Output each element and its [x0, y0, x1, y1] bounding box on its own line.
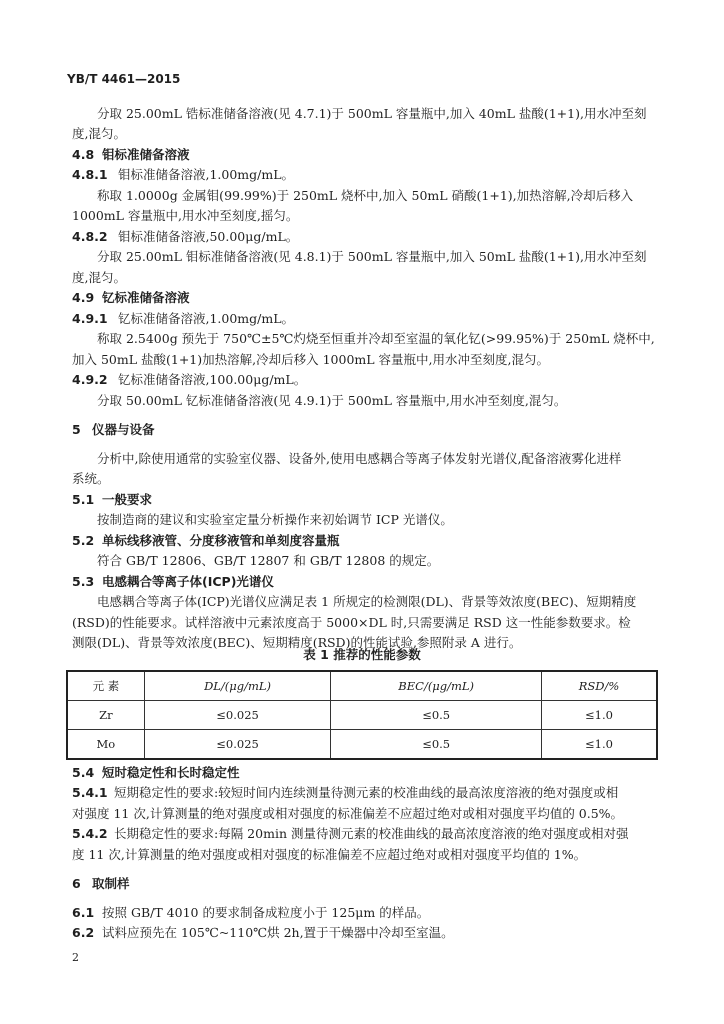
- performance-table: [66, 670, 658, 760]
- subsection: 4.9.1 钇标准储备溶液,1.00mg/mL。: [72, 311, 295, 326]
- para: 分取 25.00mL 锆标准储备溶液(见 4.7.1)于 500mL 容量瓶中,加入 40mL 盐酸(1+1),用水冲至刻: [97, 106, 647, 121]
- para: 系统。: [72, 471, 110, 486]
- table-header-row: [67, 671, 657, 701]
- table-cell: ≤0.5: [331, 730, 542, 760]
- chapter-heading: 6 取制样: [72, 876, 130, 891]
- table-caption: 表 1 推荐的性能参数: [303, 647, 421, 662]
- para: 符合 GB/T 12806、GB/T 12807 和 GB/T 12808 的规定。: [97, 553, 440, 568]
- table-row: [67, 730, 657, 760]
- para: 称取 2.5400g 预先于 750℃±5℃灼烧至恒重并冷却至室温的氧化钇(>99.95%)于 250mL 烧杯中,: [97, 331, 655, 346]
- chapter-heading: 5 仪器与设备: [72, 422, 155, 437]
- section-heading: 5.4 短时稳定性和长时稳定性: [72, 765, 240, 780]
- section-heading: 5.3 电感耦合等离子体(ICP)光谱仪: [72, 574, 274, 589]
- subsection: 6.1 按照 GB/T 4010 的要求制备成粒度小于 125μm 的样品。: [72, 905, 430, 920]
- column-header: BEC/(μg/mL): [331, 671, 542, 701]
- table-cell: Mo: [67, 730, 144, 760]
- para: 度,混匀。: [72, 126, 126, 141]
- para: 按制造商的建议和实验室定量分析操作来初始调节 ICP 光谱仪。: [97, 512, 453, 527]
- section-heading: 4.8 钼标准储备溶液: [72, 147, 190, 162]
- column-header: 元 素: [67, 671, 144, 701]
- para: 分析中,除使用通常的实验室仪器、设备外,使用电感耦合等离子体发射光谱仪,配备溶液雾化进样: [97, 451, 622, 466]
- subsection: 5.4.2 长期稳定性的要求:每隔 20min 测量待测元素的校准曲线的最高浓度溶液的绝对强度或相对强: [72, 826, 629, 841]
- subsection: 4.9.2 钇标准储备溶液,100.00μg/mL。: [72, 372, 307, 387]
- table-cell: Zr: [67, 701, 144, 730]
- subsection: 4.8.2 钼标准储备溶液,50.00μg/mL。: [72, 229, 299, 244]
- table-cell: ≤0.025: [144, 701, 331, 730]
- para: 度 11 次,计算测量的绝对强度或相对强度的标准偏差不应超过绝对或相对强度平均值的 1%。: [72, 847, 587, 862]
- table-row: [67, 701, 657, 730]
- table-cell: ≤0.5: [331, 701, 542, 730]
- para: 电感耦合等离子体(ICP)光谱仪应满足表 1 所规定的检测限(DL)、背景等效浓度(BEC)、短期精度: [97, 594, 637, 609]
- para: 称取 1.0000g 金属钼(99.99%)于 250mL 烧杯中,加入 50mL 硝酸(1+1),加热溶解,冷却后移入: [97, 188, 634, 203]
- para: 1000mL 容量瓶中,用水冲至刻度,摇匀。: [72, 208, 299, 223]
- column-header: DL/(μg/mL): [144, 671, 331, 701]
- para: 分取 25.00mL 钼标准储备溶液(见 4.8.1)于 500mL 容量瓶中,加入 50mL 盐酸(1+1),用水冲至刻: [97, 249, 647, 264]
- subsection: 4.8.1 钼标准储备溶液,1.00mg/mL。: [72, 167, 295, 182]
- para: (RSD)的性能要求。试样溶液中元素浓度高于 5000×DL 时,只需要满足 RSD 这一性能参数要求。检: [72, 615, 631, 630]
- para: 度,混匀。: [72, 270, 126, 285]
- section-heading: 4.9 钇标准储备溶液: [72, 290, 190, 305]
- para: 对强度 11 次,计算测量的绝对强度或相对强度的标准偏差不应超过绝对或相对强度平均值的 0.5%。: [72, 806, 624, 821]
- para: 测限(DL)、背景等效浓度(BEC)、短期精度(RSD)的性能试验,参照附录 A 进行。: [72, 635, 522, 650]
- section-heading: 5.1 一般要求: [72, 492, 153, 507]
- page-number: 2: [72, 951, 79, 964]
- subsection: 6.2 试料应预先在 105℃~110℃烘 2h,置于干燥器中冷却至室温。: [72, 925, 454, 940]
- table-cell: ≤1.0: [542, 730, 657, 760]
- para: 加入 50mL 盐酸(1+1)加热溶解,冷却后移入 1000mL 容量瓶中,用水冲至刻度,混匀。: [72, 352, 549, 367]
- table-cell: ≤0.025: [144, 730, 331, 760]
- section-heading: 5.2 单标线移液管、分度移液管和单刻度容量瓶: [72, 533, 340, 548]
- table-cell: ≤1.0: [542, 701, 657, 730]
- column-header: RSD/%: [542, 671, 657, 701]
- subsection: 5.4.1 短期稳定性的要求:较短时间内连续测量待测元素的校准曲线的最高浓度溶液的绝对强度或相: [72, 785, 619, 800]
- standard-code: YB/T 4461—2015: [67, 72, 181, 86]
- para: 分取 50.00mL 钇标准储备溶液(见 4.9.1)于 500mL 容量瓶中,用水冲至刻度,混匀。: [97, 393, 567, 408]
